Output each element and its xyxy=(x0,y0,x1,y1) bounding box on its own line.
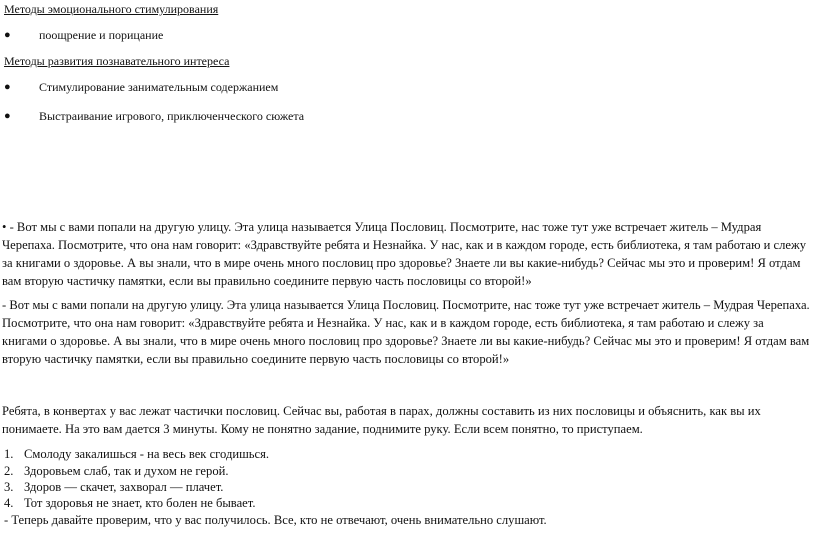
proverb-list-item xyxy=(4,463,229,479)
proverb-text: Смолоду закалишься - на весь век сгодишься. xyxy=(24,447,270,461)
proverb-list-item xyxy=(4,446,269,462)
paragraph-text: - Вот мы с вами попали на другую улицу. Эта улица называется Улица Пословиц. Посмотрите, нас тоже тут уже встречает житель – Мудрая Черепаха. Посмотрите, что она нам говорит: «Здравствуйте ребята и Незнайка. У нас, как и в каждом городе, есть библиотека, я там работаю и слежу за книгами о здоровье. А вы знали, что в мире очень много пословиц про здоровье? Знаете ли вы какие-нибудь? Сейчас мы это и проверим! Я отдам вам вторую частичку памятки, если вы правильно соедините первую часть пословицы со второй!» xyxy=(2,220,807,288)
bullet-item: Стимулирование занимательным содержанием xyxy=(39,80,279,94)
proverb-text: Здоров — скачет, захворал — плачет. xyxy=(24,480,224,494)
proverb-text: Тот здоровья не знает, кто болен не бывает. xyxy=(24,496,256,510)
paragraph-bullet: • xyxy=(2,220,7,234)
heading-cognitive-interest-methods: Методы развития познавательного интереса xyxy=(4,54,230,68)
closing-instruction: - Теперь давайте проверим, что у вас получилось. Все, кто не отвечают, очень внимательно слушают. xyxy=(4,513,547,527)
proverb-number: 4. xyxy=(4,496,14,510)
proverb-list-item xyxy=(4,479,223,495)
paragraph-turtle-intro xyxy=(2,218,810,290)
bullet-icon: ● xyxy=(4,110,11,122)
bullet-item: Выстраивание игрового, приключенческого сюжета xyxy=(39,109,305,123)
heading-emotional-methods: Методы эмоционального стимулирования xyxy=(4,2,219,16)
bullet-icon: ● xyxy=(4,29,11,41)
paragraph-envelopes-task: Ребята, в конвертах у вас лежат частички пословиц. Сейчас вы, работая в парах, должны составить из них пословицы и объяснить, как вы их понимаете. На это вам дается 3 минуты. Кому не понятно задание, поднимите руку. Если всем понятно, то приступаем. xyxy=(2,404,761,436)
paragraph-turtle-repeat: - Вот мы с вами попали на другую улицу. Эта улица называется Улица Пословиц. Посмотрите, нас тоже тут уже встречает житель – Мудрая Черепаха. Посмотрите, что она нам говорит: «Здравствуйте ребята и Незнайка. У нас, как и в каждом городе, есть библиотека, я там работаю и слежу за книгами о здоровье. А вы знали, что в мире очень много пословиц про здоровье? Знаете ли вы какие-нибудь? Сейчас мы это и проверим! Я отдам вам вторую частичку памятки, если вы правильно соедините первую часть пословицы со второй!» xyxy=(2,298,810,366)
proverb-number: 2. xyxy=(4,464,14,478)
proverb-text: Здоровьем слаб, так и духом не герой. xyxy=(24,464,229,478)
proverb-number: 3. xyxy=(4,480,14,494)
bullet-icon: ● xyxy=(4,81,11,93)
proverb-number: 1. xyxy=(4,447,14,461)
bullet-item: поощрение и порицание xyxy=(39,28,164,42)
proverb-list-item xyxy=(4,495,255,511)
